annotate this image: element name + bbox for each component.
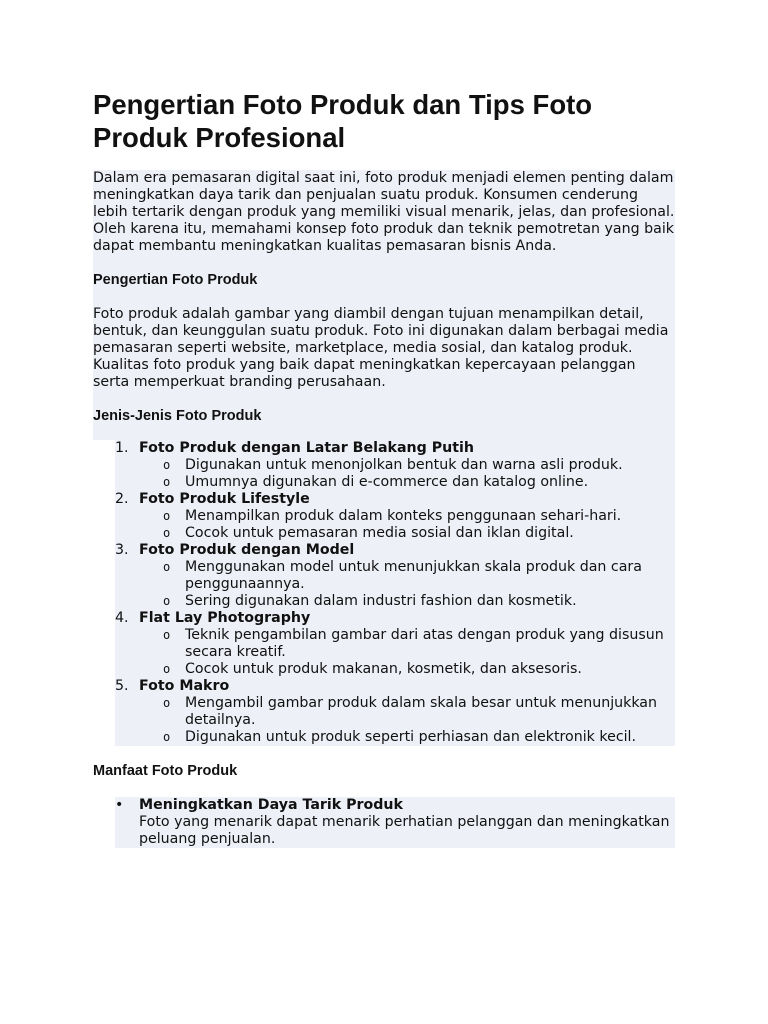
type-point [139,525,675,542]
type-point-text: Menampilkan produk dalam konteks penggunaan sehari-hari. [185,508,622,524]
benefits-heading: Manfaat Foto Produk [93,763,238,779]
list-number: 5. [115,678,129,694]
type-point-text: Menggunakan model untuk menunjukkan skala produk dan cara penggunaannya. [185,559,642,592]
benefit-title: Meningkatkan Daya Tarik Produk [139,797,403,813]
type-title: Flat Lay Photography [139,610,311,626]
type-point [139,457,675,474]
type-title: Foto Produk Lifestyle [139,491,310,507]
type-point [139,695,675,729]
circle-bullet-icon: o [163,509,171,523]
benefit-text: Foto yang menarik dapat menarik perhatian pelanggan dan meningkatkan peluang penjualan. [139,814,670,847]
type-points [139,559,675,610]
spacer [93,391,675,408]
type-points [139,695,675,746]
type-point [139,593,675,610]
type-title: Foto Produk dengan Model [139,542,355,558]
benefit-list-item [93,797,675,848]
circle-bullet-icon: o [163,662,171,676]
list-number: 2. [115,491,129,507]
list-number: 3. [115,542,129,558]
document-page [93,88,675,848]
type-point-text: Cocok untuk produk makanan, kosmetik, dan aksesoris. [185,661,582,677]
type-points [139,457,675,491]
type-points [139,627,675,678]
types-block [115,440,675,746]
list-number: 4. [115,610,129,626]
circle-bullet-icon: o [163,730,171,744]
type-point-text: Cocok untuk pemasaran media sosial dan iklan digital. [185,525,574,541]
circle-bullet-icon: o [163,594,171,608]
type-list-item [93,610,675,678]
bullet-dot-icon: • [115,797,124,813]
title-line-2: Produk Profesional [93,122,346,153]
type-list-item [93,542,675,610]
type-list-item [93,491,675,542]
type-point-text: Digunakan untuk menonjolkan bentuk dan warna asli produk. [185,457,623,473]
benefits-heading-block [93,746,675,797]
page-title [93,88,675,154]
types-heading: Jenis-Jenis Foto Produk [93,408,262,424]
definition-paragraph: Foto produk adalah gambar yang diambil dengan tujuan menampilkan detail, bentuk, dan keunggulan suatu produk. Foto ini digunakan dalam berbagai media pemasaran seperti website, marketplace, media sosial, dan katalog produk. Kualitas foto produk yang baik dapat meningkatkan kepercayaan pelanggan serta memperkuat branding perusahaan. [93,306,669,390]
type-point-text: Digunakan untuk produk seperti perhiasan dan elektronik kecil. [185,729,637,745]
spacer [93,425,675,440]
type-point [139,508,675,525]
circle-bullet-icon: o [163,560,171,574]
type-title: Foto Makro [139,678,230,694]
type-point [139,474,675,491]
circle-bullet-icon: o [163,696,171,710]
intro-paragraph: Dalam era pemasaran digital saat ini, foto produk menjadi elemen penting dalam meningkatkan daya tarik dan penjualan suatu produk. Konsumen cenderung lebih tertarik dengan produk yang memiliki visual menarik, jelas, dan profesional. Oleh karena itu, memahami konsep foto produk dan teknik pemotretan yang baik dapat membantu meningkatkan kualitas pemasaran bisnis Anda. [93,170,675,254]
spacer [93,746,675,763]
circle-bullet-icon: o [163,458,171,472]
type-point-text: Sering digunakan dalam industri fashion dan kosmetik. [185,593,577,609]
circle-bullet-icon: o [163,628,171,642]
list-number: 1. [115,440,129,456]
benefits-list [93,797,675,848]
spacer [93,255,675,272]
spacer [93,780,675,797]
type-point-text: Mengambil gambar produk dalam skala besar untuk menunjukkan detailnya. [185,695,657,728]
type-point [139,627,675,661]
spacer [93,289,675,306]
intro-block [93,170,675,440]
definition-heading: Pengertian Foto Produk [93,272,258,288]
type-title: Foto Produk dengan Latar Belakang Putih [139,440,474,456]
type-point [139,559,675,593]
benefits-block [115,797,675,848]
types-list [93,440,675,746]
type-point-text: Teknik pengambilan gambar dari atas dengan produk yang disusun secara kreatif. [185,627,664,660]
type-list-item [93,678,675,746]
type-list-item [93,440,675,491]
circle-bullet-icon: o [163,526,171,540]
title-line-1: Pengertian Foto Produk dan Tips Foto [93,89,593,120]
type-point [139,729,675,746]
circle-bullet-icon: o [163,475,171,489]
type-point-text: Umumnya digunakan di e-commerce dan katalog online. [185,474,589,490]
type-points [139,508,675,542]
type-point [139,661,675,678]
